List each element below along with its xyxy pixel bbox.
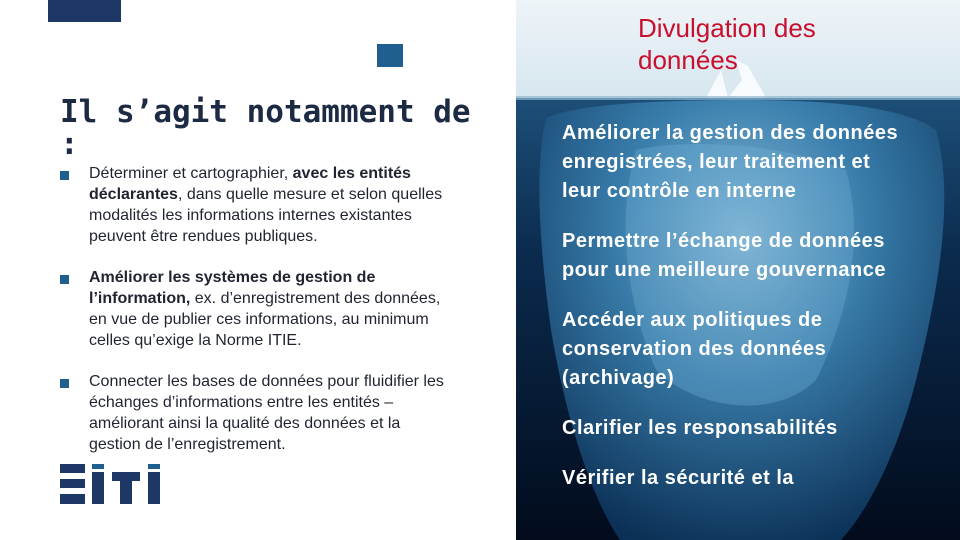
iceberg-title: Divulgation des données [638,13,816,75]
square-bullet-icon [60,275,69,284]
eiti-logo [60,464,170,504]
bullet-text: ex. d’enregistrement des données, en vue de publier ces informations, au minimum celles qu’exige la Norme ITIE. [89,290,441,349]
iceberg-point: Permettre l’échange de données pour une meilleure gouvernance [562,230,886,281]
bullet-item-improve-systems [60,267,452,351]
bullet-strong-text: Améliorer les systèmes de gestion de l’information, [89,269,376,307]
square-bullet-icon [60,379,69,388]
bullet-item-connect-databases [60,371,452,455]
bullet-strong-text: avec les entités déclarantes [89,165,411,203]
bullet-item-map-information [60,163,452,247]
bullet-list [60,163,452,455]
iceberg-point: Vérifier la sécurité et la [562,467,795,489]
bullet-text: Connecter les bases de données pour fluidifier les échanges d’informations entre les entités – améliorant ainsi la qualité des données et la gestion de l’enregistrement. [89,373,444,453]
bullet-text-continued: , dans quelle mesure et selon quelles modalités les informations internes existantes peuvent être rendues publiques. [89,186,443,245]
top-brand-bar [48,0,121,22]
iceberg-points-list [562,119,902,493]
iceberg-point: Accéder aux politiques de conservation des données (archivage) [562,309,827,389]
square-bullet-icon [60,171,69,180]
slide-heading: Il s’agit notamment de : [60,94,471,162]
bullet-text: Déterminer et cartographier, [89,165,293,182]
iceberg-point: Clarifier les responsabilités [562,417,838,439]
accent-square [377,44,403,67]
iceberg-point: Améliorer la gestion des données enregistrées, leur traitement et leur contrôle en interne [562,122,899,202]
